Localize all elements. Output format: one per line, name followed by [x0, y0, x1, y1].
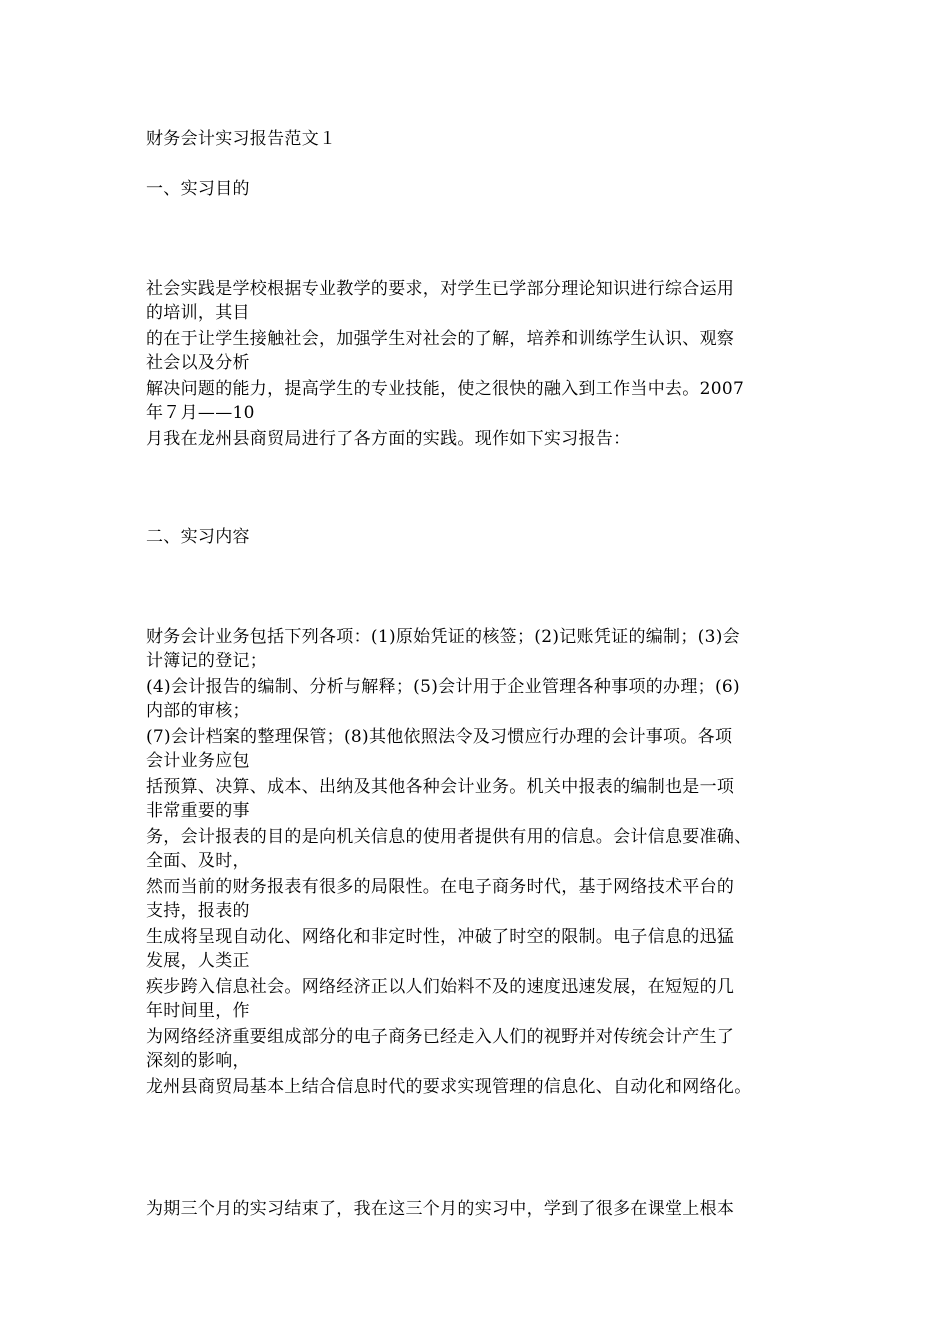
paragraph-line: 括预算、决算、成本、出纳及其他各种会计业务。机关中报表的编制也是一项 — [146, 777, 735, 797]
paragraph-line: 全面、及时， — [146, 851, 250, 871]
paragraph-line: 务，会计报表的目的是向机关信息的使用者提供有用的信息。会计信息要准确、 — [146, 827, 752, 847]
paragraph-line: 解决问题的能力，提高学生的专业技能，使之很快的融入到工作当中去。2007 — [146, 379, 745, 399]
paragraph-line: 计簿记的登记； — [146, 651, 268, 671]
paragraph-line: 生成将呈现自动化、网络化和非定时性，冲破了时空的限制。电子信息的迅猛 — [146, 927, 735, 947]
paragraph-line: 龙州县商贸局基本上结合信息时代的要求实现管理的信息化、自动化和网络化。 — [146, 1077, 752, 1097]
paragraph-line: 然而当前的财务报表有很多的局限性。在电子商务时代，基于网络技术平台的 — [146, 877, 735, 897]
paragraph-line: 为网络经济重要组成部分的电子商务已经走入人们的视野并对传统会计产生了 — [146, 1027, 735, 1047]
section-heading-purpose: 一、实习目的 — [146, 179, 250, 199]
paragraph-line: 年７月——10 — [146, 403, 255, 423]
paragraph-line: 社会以及分析 — [146, 353, 250, 373]
paragraph-line: 发展，人类正 — [146, 951, 250, 971]
paragraph-line: 疾步跨入信息社会。网络经济正以人们始料不及的速度迅速发展，在短短的几 — [146, 977, 735, 997]
paragraph-line: (7)会计档案的整理保管；(8)其他依照法令及习惯应行办理的会计事项。各项 — [146, 727, 733, 747]
section-heading-content: 二、实习内容 — [146, 527, 250, 547]
paragraph-line: 年时间里，作 — [146, 1001, 250, 1021]
paragraph-line: 月我在龙州县商贸局进行了各方面的实践。现作如下实习报告： — [146, 429, 631, 449]
paragraph-line: 支持，报表的 — [146, 901, 250, 921]
paragraph-line: 深刻的影响， — [146, 1051, 250, 1071]
paragraph-line: 非常重要的事 — [146, 801, 250, 821]
paragraph-line: 会计业务应包 — [146, 751, 250, 771]
paragraph-line: 的在于让学生接触社会，加强学生对社会的了解，培养和训练学生认识、观察 — [146, 329, 735, 349]
paragraph-line: 内部的审核； — [146, 701, 250, 721]
paragraph-line: 为期三个月的实习结束了，我在这三个月的实习中，学到了很多在课堂上根本 — [146, 1199, 735, 1219]
paragraph-line: (4)会计报告的编制、分析与解释；(5)会计用于企业管理各种事项的办理；(6) — [146, 677, 740, 697]
document-title: 财务会计实习报告范文１ — [146, 129, 337, 149]
paragraph-line: 社会实践是学校根据专业教学的要求，对学生已学部分理论知识进行综合运用 — [146, 279, 735, 299]
paragraph-line: 财务会计业务包括下列各项：(1)原始凭证的核签；(2)记账凭证的编制；(3)会 — [146, 627, 740, 647]
paragraph-line: 的培训，其目 — [146, 303, 250, 323]
